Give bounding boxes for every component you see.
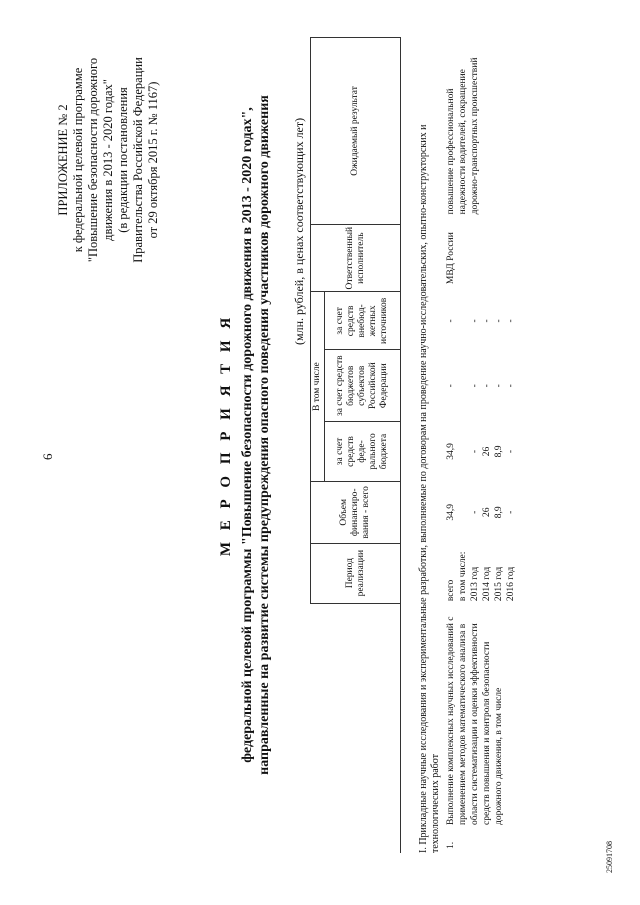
period-cell: всего <box>445 579 456 602</box>
result-cell: повышение профессиональной надежности водителей, сокращение дорожно-транспортных происшествий <box>445 57 480 215</box>
appendix-line: движения в 2013 - 2020 годах" <box>101 79 115 241</box>
appendix-line: от 29 октября 2015 г. № 1167) <box>146 81 160 239</box>
appendix-line: к федеральной целевой программе <box>71 67 85 253</box>
federal-cell: 8,9 <box>493 445 504 458</box>
appendix-line: ПРИЛОЖЕНИЕ № 2 <box>56 104 70 216</box>
regional-header: за счет средств бюджетов субъектов Российской Федерации <box>325 350 401 422</box>
extra-cell: - <box>493 319 504 323</box>
total-header: Объем финансиро-вания - всего <box>311 481 401 543</box>
extra-cell: - <box>469 319 480 323</box>
heading-title: М Е Р О П Р И Я Т И Я <box>218 313 234 557</box>
regional-cell: - <box>445 384 456 388</box>
period-cell: 2015 год <box>493 566 504 602</box>
appendix-block <box>56 30 161 290</box>
document-heading <box>218 85 273 785</box>
federal-cell: 34,9 <box>445 443 456 460</box>
appendix-line: (в редакции постановления <box>116 87 130 233</box>
federal-cell: - <box>505 449 516 454</box>
executor-cell: МВД России <box>445 232 456 285</box>
units-note: (млн. рублей, в ценах соответствующих лет) <box>292 117 306 345</box>
regional-cell: - <box>469 384 480 388</box>
extra-cell: - <box>505 319 516 323</box>
total-cell: 8,9 <box>493 506 504 519</box>
total-cell: 34,9 <box>445 503 456 521</box>
period-cell: 2013 год <box>469 566 480 602</box>
federal-cell: - <box>469 449 480 454</box>
executor-header: Ответственный исполнитель <box>311 224 401 292</box>
table-row <box>445 38 517 854</box>
regional-cell: - <box>493 384 504 388</box>
row-number: 1. <box>445 841 456 849</box>
heading-line-2: направленные на развитие системы предупреждения опасного поведения участников дорожного движения <box>257 95 272 775</box>
period-header: Период реализации <box>311 543 401 603</box>
page-number: 6 <box>40 453 55 460</box>
regional-cell: - <box>505 384 516 388</box>
heading-line-1: федеральной целевой программы "Повышение безопасности дорожного движения в 2013 - 2020 годах", <box>240 107 255 763</box>
extra-cell: - <box>445 319 456 323</box>
total-cell: - <box>469 510 480 514</box>
including-header: В том числе <box>311 292 325 481</box>
description-header-blank <box>311 603 401 853</box>
section-title: I. Прикладные научные исследования и экспериментальные разработки, выполняемые по договорам на проведение научно-исследовательских, опытно-конструкторских и технологических работ <box>418 124 441 853</box>
appendix-line: Правительства Российской Федерации <box>131 57 145 263</box>
extra-header: за счет средств внебюд-жетных источников <box>325 292 401 350</box>
period-cell: в том числе: <box>457 551 468 602</box>
period-cell: 2014 год <box>481 566 492 602</box>
total-cell: - <box>505 510 516 514</box>
row-description: Выполнение комплексных научных исследований с применением методов математического анализа в области систематизации и оценки эффективности средств повышения и контроля безопасности дорожного движения, в том числе <box>445 616 504 825</box>
total-cell: 26 <box>481 507 492 518</box>
footer-code: 25091708 <box>605 841 614 873</box>
measures-table <box>310 37 517 853</box>
extra-cell: - <box>481 319 492 323</box>
period-cell: 2016 год <box>505 566 516 602</box>
regional-cell: - <box>481 384 492 388</box>
federal-cell: 26 <box>481 446 492 457</box>
federal-header: за счет средств феде-рального бюджета <box>325 422 401 482</box>
result-header: Ожидаемый результат <box>311 38 401 225</box>
appendix-line: "Повышение безопасности дорожного <box>86 57 100 263</box>
